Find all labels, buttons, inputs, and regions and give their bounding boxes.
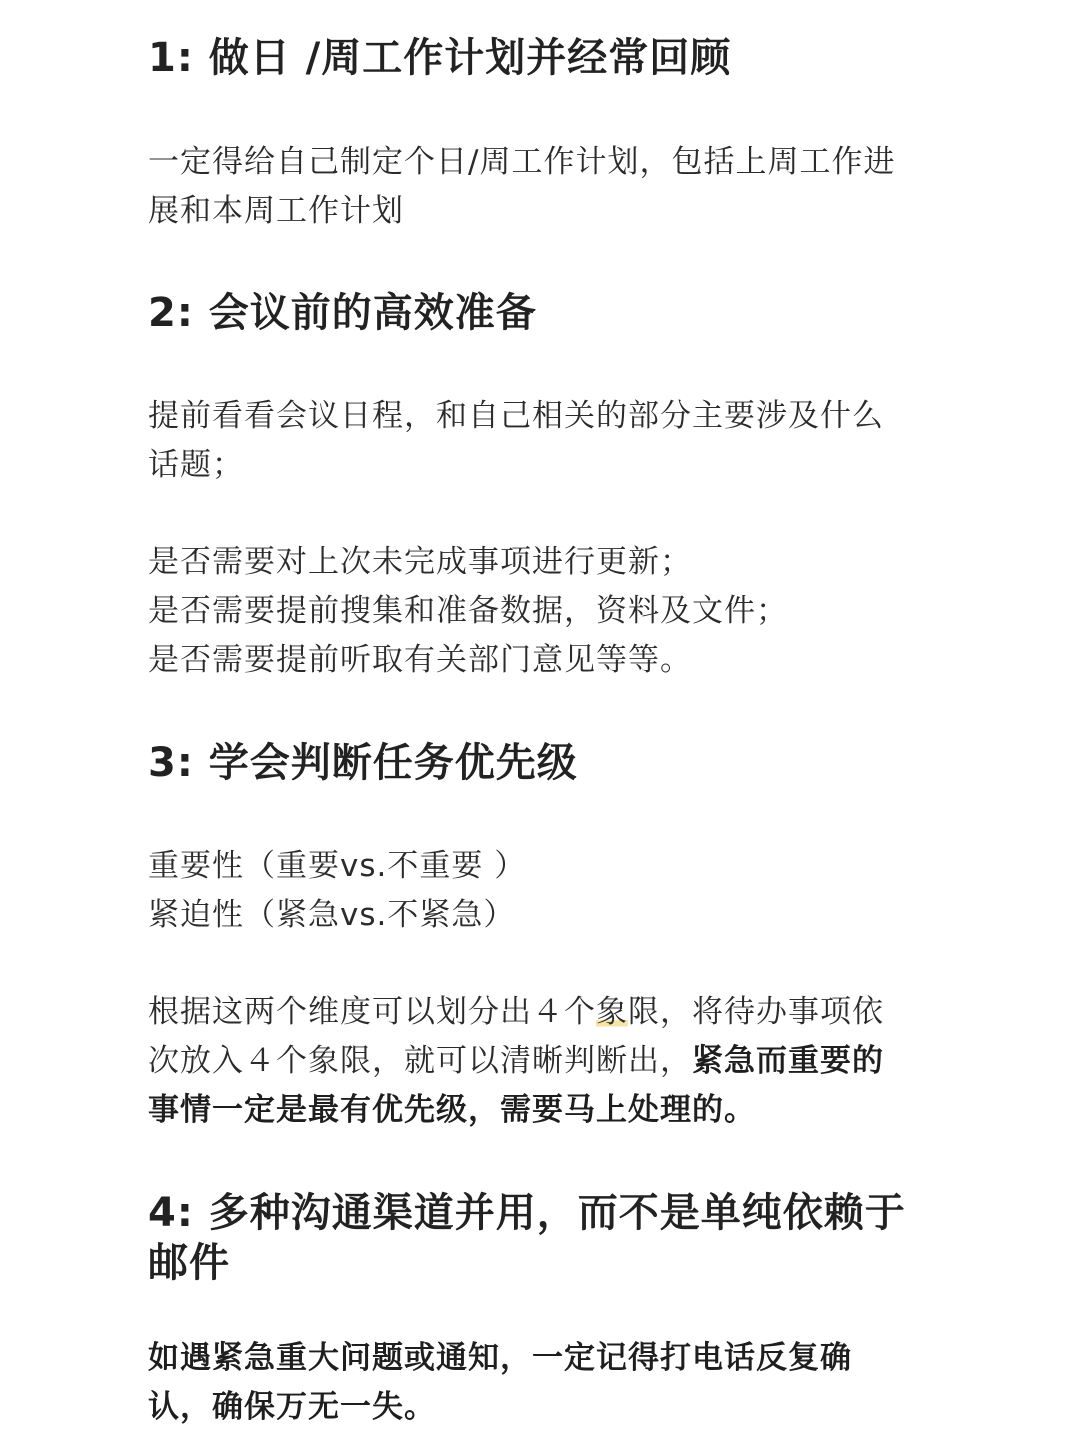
section-4-heading bbox=[148, 1188, 906, 1288]
text-segment: 限，将待办事项依 bbox=[628, 994, 884, 1030]
section-4-paragraph bbox=[148, 1334, 852, 1432]
section-1-paragraph bbox=[148, 138, 895, 236]
text-line: 展和本周工作计划 bbox=[148, 193, 404, 229]
text-line bbox=[148, 988, 884, 1037]
text-line: 是否需要提前搜集和准备数据，资料及文件； bbox=[148, 593, 788, 629]
text-line: 紧迫性（紧急vs.不紧急） bbox=[148, 897, 516, 933]
heading-line: 4: 多种沟通渠道并用，而不是单纯依赖于 bbox=[148, 1190, 906, 1236]
text-line: 是否需要提前听取有关部门意见等等。 bbox=[148, 642, 692, 678]
text-line: 认，确保万无一失。 bbox=[148, 1389, 436, 1425]
section-2-paragraph-2 bbox=[148, 538, 788, 685]
section-3-heading: 3: 学会判断任务优先级 bbox=[148, 740, 578, 786]
text-segment: 次放入４个象限，就可以清晰判断出， bbox=[148, 1043, 692, 1079]
bold-text: 紧急而重要的 bbox=[692, 1043, 884, 1079]
text-line: 一定得给自己制定个日/周工作计划，包括上周工作进 bbox=[148, 144, 896, 180]
text-line: 如遇紧急重大问题或通知，一定记得打电话反复确 bbox=[148, 1340, 852, 1376]
text-line: 是否需要对上次未完成事项进行更新； bbox=[148, 544, 692, 580]
section-2-heading: 2: 会议前的高效准备 bbox=[148, 290, 537, 336]
text-line bbox=[148, 1037, 884, 1086]
section-1-heading: 1: 做日 /周工作计划并经常回顾 bbox=[148, 35, 732, 81]
text-line: 提前看看会议日程，和自己相关的部分主要涉及什么 bbox=[148, 398, 884, 434]
bold-text-line: 事情一定是最有优先级，需要马上处理的。 bbox=[148, 1092, 756, 1128]
text-segment: 根据这两个维度可以划分出４个 bbox=[148, 994, 596, 1030]
section-2-paragraph-1 bbox=[148, 392, 884, 490]
section-3-paragraph-1 bbox=[148, 842, 526, 940]
text-line: 话题； bbox=[148, 447, 244, 483]
section-3-paragraph-2 bbox=[148, 988, 884, 1135]
highlighted-text: 象 bbox=[596, 994, 628, 1030]
heading-line: 邮件 bbox=[148, 1240, 230, 1286]
text-line: 重要性（重要vs.不重要 ） bbox=[148, 848, 527, 884]
